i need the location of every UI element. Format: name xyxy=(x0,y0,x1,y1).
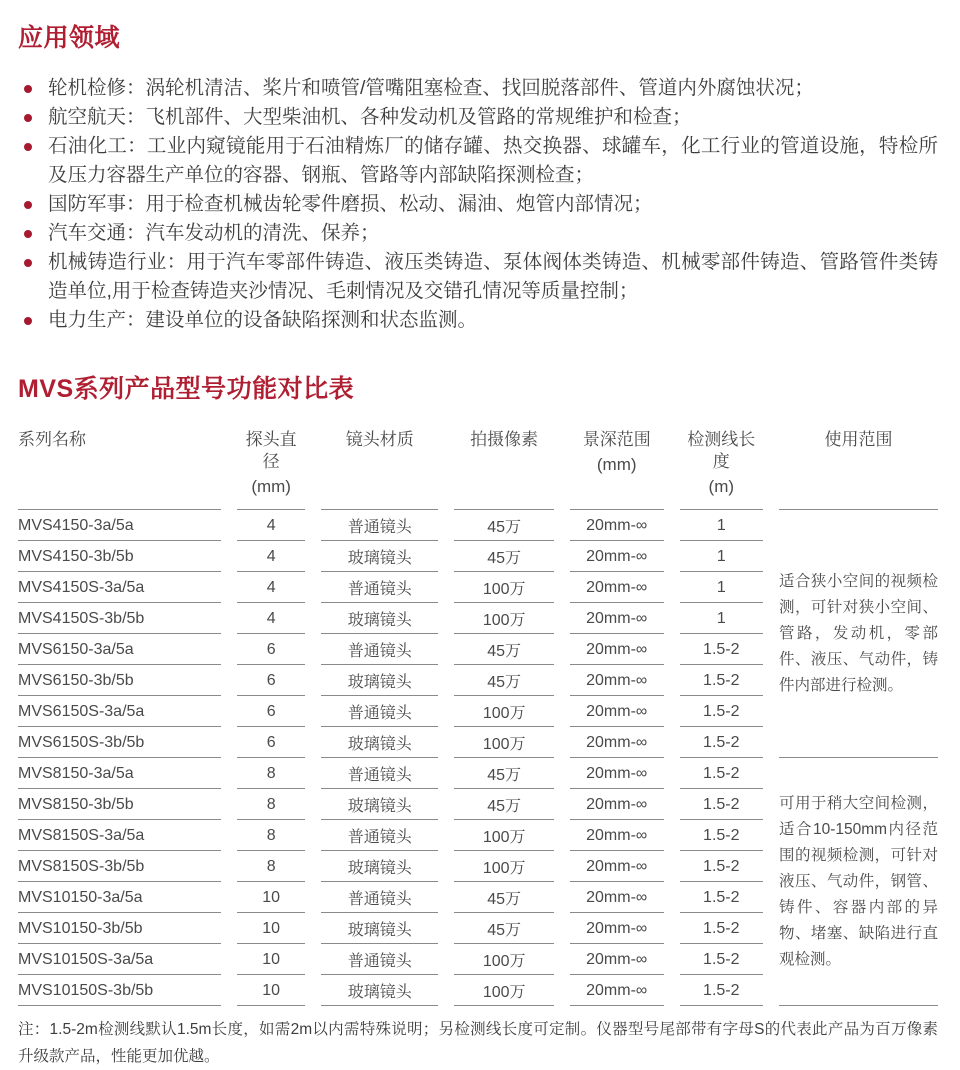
model-name-cell: MVS6150S-3a/5a xyxy=(18,696,221,727)
product-comparison-table xyxy=(2,427,954,1006)
table-cell: 1.5-2 xyxy=(680,665,764,696)
table-cell: 普通镜头 xyxy=(321,510,438,541)
table-cell: 20mm-∞ xyxy=(570,975,664,1006)
table-cell: 20mm-∞ xyxy=(570,944,664,975)
table-cell: 20mm-∞ xyxy=(570,789,664,820)
table-cell: 100万 xyxy=(454,975,553,1006)
application-item-text: 轮机检修：涡轮机清洁、桨片和喷管/管嘴阻塞检查、找回脱落部件、管道内外腐蚀状况； xyxy=(48,77,814,99)
model-name-cell: MVS4150S-3a/5a xyxy=(18,572,221,603)
model-name-cell: MVS10150S-3b/5b xyxy=(18,975,221,1006)
table-cell: 20mm-∞ xyxy=(570,758,664,789)
table-cell: 6 xyxy=(237,727,305,758)
table-cell: 4 xyxy=(237,510,305,541)
application-item-text: 航空航天：飞机部件、大型柴油机、各种发动机及管路的常规维护和检查； xyxy=(48,106,692,128)
table-cell: 1.5-2 xyxy=(680,944,764,975)
table-cell: 20mm-∞ xyxy=(570,603,664,634)
column-header-unit: (mm) xyxy=(251,477,291,496)
column-header xyxy=(680,427,764,510)
table-cell: 45万 xyxy=(454,634,553,665)
table-cell: 20mm-∞ xyxy=(570,634,664,665)
application-item xyxy=(18,306,938,335)
table-cell: 45万 xyxy=(454,882,553,913)
table-cell: 普通镜头 xyxy=(321,944,438,975)
table-cell: 4 xyxy=(237,541,305,572)
table-cell: 10 xyxy=(237,975,305,1006)
table-cell: 20mm-∞ xyxy=(570,882,664,913)
model-name-cell: MVS10150S-3a/5a xyxy=(18,944,221,975)
table-cell: 1.5-2 xyxy=(680,696,764,727)
model-name-cell: MVS4150-3b/5b xyxy=(18,541,221,572)
table-cell: 100万 xyxy=(454,603,553,634)
model-name-cell: MVS8150S-3b/5b xyxy=(18,851,221,882)
column-header xyxy=(18,427,221,510)
application-item xyxy=(18,132,938,190)
usage-range-cell: 可用于稍大空间检测，适合10-150mm内径范围的视频检测，可针对液压、气动件，钢管、铸件、容器内部的异物、堵塞、缺陷进行直观检测。 xyxy=(779,758,938,1006)
table-cell: 45万 xyxy=(454,913,553,944)
table-header-row xyxy=(18,427,938,510)
column-header xyxy=(454,427,553,510)
table-body xyxy=(18,510,938,1006)
comparison-table-title: MVS系列产品型号功能对比表 xyxy=(18,375,355,403)
table-cell: 1.5-2 xyxy=(680,975,764,1006)
bullet-dot-icon xyxy=(24,259,32,267)
model-name-cell: MVS4150-3a/5a xyxy=(18,510,221,541)
table-cell: 普通镜头 xyxy=(321,882,438,913)
column-header-unit: (m) xyxy=(708,477,735,496)
bullet-dot-icon xyxy=(24,201,32,209)
table-cell: 100万 xyxy=(454,696,553,727)
table-cell: 1 xyxy=(680,541,764,572)
table-cell: 1.5-2 xyxy=(680,882,764,913)
table-cell: 45万 xyxy=(454,758,553,789)
column-header-label: 检测线长度 xyxy=(687,430,756,471)
footnote-text: 注：1.5-2m检测线默认1.5m长度，如需2m以内需特殊说明；另检测线长度可定制。仪器型号尾部带有字母S的代表此产品为百万像素升级款产品，性能更加优越。 xyxy=(18,1021,938,1065)
table-cell: 100万 xyxy=(454,820,553,851)
table-cell: 1.5-2 xyxy=(680,758,764,789)
column-header-unit xyxy=(321,451,438,479)
table-cell: 20mm-∞ xyxy=(570,727,664,758)
table-cell: 4 xyxy=(237,572,305,603)
model-name-cell: MVS8150S-3a/5a xyxy=(18,820,221,851)
column-header-unit xyxy=(779,451,938,479)
table-cell: 20mm-∞ xyxy=(570,510,664,541)
model-name-cell: MVS10150-3a/5a xyxy=(18,882,221,913)
table-cell: 普通镜头 xyxy=(321,572,438,603)
application-item-text: 石油化工：工业内窥镜能用于石油精炼厂的储存罐、热交换器、球罐车，化工行业的管道设施，特检所及压力容器生产单位的容器、钢瓶、管路等内部缺陷探测检查； xyxy=(48,135,938,186)
table-cell: 45万 xyxy=(454,541,553,572)
column-header-unit: (mm) xyxy=(596,455,637,474)
table-row xyxy=(18,510,938,541)
column-header-label: 镜头材质 xyxy=(345,430,414,449)
model-name-cell: MVS6150-3b/5b xyxy=(18,665,221,696)
table-cell: 100万 xyxy=(454,572,553,603)
column-header-label: 拍摄像素 xyxy=(470,430,539,449)
bullet-dot-icon xyxy=(24,85,32,93)
table-cell: 100万 xyxy=(454,944,553,975)
table-cell: 玻璃镜头 xyxy=(321,665,438,696)
model-name-cell: MVS8150-3b/5b xyxy=(18,789,221,820)
table-cell: 1 xyxy=(680,510,764,541)
table-cell: 45万 xyxy=(454,510,553,541)
model-name-cell: MVS6150S-3b/5b xyxy=(18,727,221,758)
applications-title: 应用领域 xyxy=(18,24,121,52)
application-list xyxy=(18,74,938,335)
table-cell: 1.5-2 xyxy=(680,789,764,820)
application-item xyxy=(18,248,938,306)
table-cell: 1 xyxy=(680,572,764,603)
column-header xyxy=(570,427,664,510)
table-cell: 1 xyxy=(680,603,764,634)
table-cell: 10 xyxy=(237,882,305,913)
table-cell: 20mm-∞ xyxy=(570,665,664,696)
application-item xyxy=(18,190,938,219)
table-row xyxy=(18,758,938,789)
column-header xyxy=(237,427,305,510)
table-cell: 8 xyxy=(237,789,305,820)
table-cell: 玻璃镜头 xyxy=(321,789,438,820)
table-cell: 45万 xyxy=(454,789,553,820)
model-name-cell: MVS6150-3a/5a xyxy=(18,634,221,665)
application-item xyxy=(18,219,938,248)
table-cell: 普通镜头 xyxy=(321,758,438,789)
table-cell: 20mm-∞ xyxy=(570,572,664,603)
application-item-text: 机械铸造行业：用于汽车零部件铸造、液压类铸造、泵体阀体类铸造、机械零部件铸造、管路管件类铸造单位,用于检查铸造夹沙情况、毛刺情况及交错孔情况等质量控制； xyxy=(48,251,938,302)
table-cell: 8 xyxy=(237,851,305,882)
table-cell: 100万 xyxy=(454,727,553,758)
table-cell: 普通镜头 xyxy=(321,696,438,727)
table-cell: 1.5-2 xyxy=(680,634,764,665)
bullet-dot-icon xyxy=(24,143,32,151)
table-cell: 6 xyxy=(237,665,305,696)
table-cell: 1.5-2 xyxy=(680,913,764,944)
model-name-cell: MVS8150-3a/5a xyxy=(18,758,221,789)
column-header-unit xyxy=(454,451,553,479)
table-cell: 10 xyxy=(237,944,305,975)
table-cell: 10 xyxy=(237,913,305,944)
table-cell: 玻璃镜头 xyxy=(321,851,438,882)
table-cell: 普通镜头 xyxy=(321,634,438,665)
table-cell: 玻璃镜头 xyxy=(321,975,438,1006)
table-cell: 玻璃镜头 xyxy=(321,603,438,634)
application-item-text: 国防军事：用于检查机械齿轮零件磨损、松动、漏油、炮管内部情况； xyxy=(48,193,653,215)
bullet-dot-icon xyxy=(24,317,32,325)
table-cell: 普通镜头 xyxy=(321,820,438,851)
table-cell: 45万 xyxy=(454,665,553,696)
column-header-label: 使用范围 xyxy=(824,430,893,449)
table-cell: 1.5-2 xyxy=(680,820,764,851)
column-header-label: 系列名称 xyxy=(18,430,86,449)
table-cell: 6 xyxy=(237,634,305,665)
application-item-text: 电力生产：建设单位的设备缺陷探测和状态监测。 xyxy=(48,309,478,331)
bullet-dot-icon xyxy=(24,230,32,238)
table-cell: 1.5-2 xyxy=(680,727,764,758)
table-cell: 20mm-∞ xyxy=(570,696,664,727)
table-cell: 8 xyxy=(237,758,305,789)
column-header xyxy=(321,427,438,510)
model-name-cell: MVS10150-3b/5b xyxy=(18,913,221,944)
table-cell: 8 xyxy=(237,820,305,851)
application-item-text: 汽车交通：汽车发动机的清洗、保养； xyxy=(48,222,380,244)
column-header xyxy=(779,427,938,510)
table-cell: 20mm-∞ xyxy=(570,820,664,851)
column-header-label: 景深范围 xyxy=(582,430,651,449)
model-name-cell: MVS4150S-3b/5b xyxy=(18,603,221,634)
application-item xyxy=(18,74,938,103)
table-cell: 20mm-∞ xyxy=(570,913,664,944)
table-cell: 20mm-∞ xyxy=(570,541,664,572)
table-cell: 玻璃镜头 xyxy=(321,913,438,944)
application-item xyxy=(18,103,938,132)
table-cell: 1.5-2 xyxy=(680,851,764,882)
table-cell: 6 xyxy=(237,696,305,727)
column-header-unit xyxy=(18,451,221,479)
table-cell: 玻璃镜头 xyxy=(321,541,438,572)
table-cell: 4 xyxy=(237,603,305,634)
bullet-dot-icon xyxy=(24,114,32,122)
table-cell: 玻璃镜头 xyxy=(321,727,438,758)
table-cell: 100万 xyxy=(454,851,553,882)
column-header-label: 探头直径 xyxy=(245,430,297,471)
usage-range-cell: 适合狭小空间的视频检测，可针对狭小空间、管路，发动机，零部件、液压、气动件，铸件内部进行检测。 xyxy=(779,510,938,758)
table-cell: 20mm-∞ xyxy=(570,851,664,882)
